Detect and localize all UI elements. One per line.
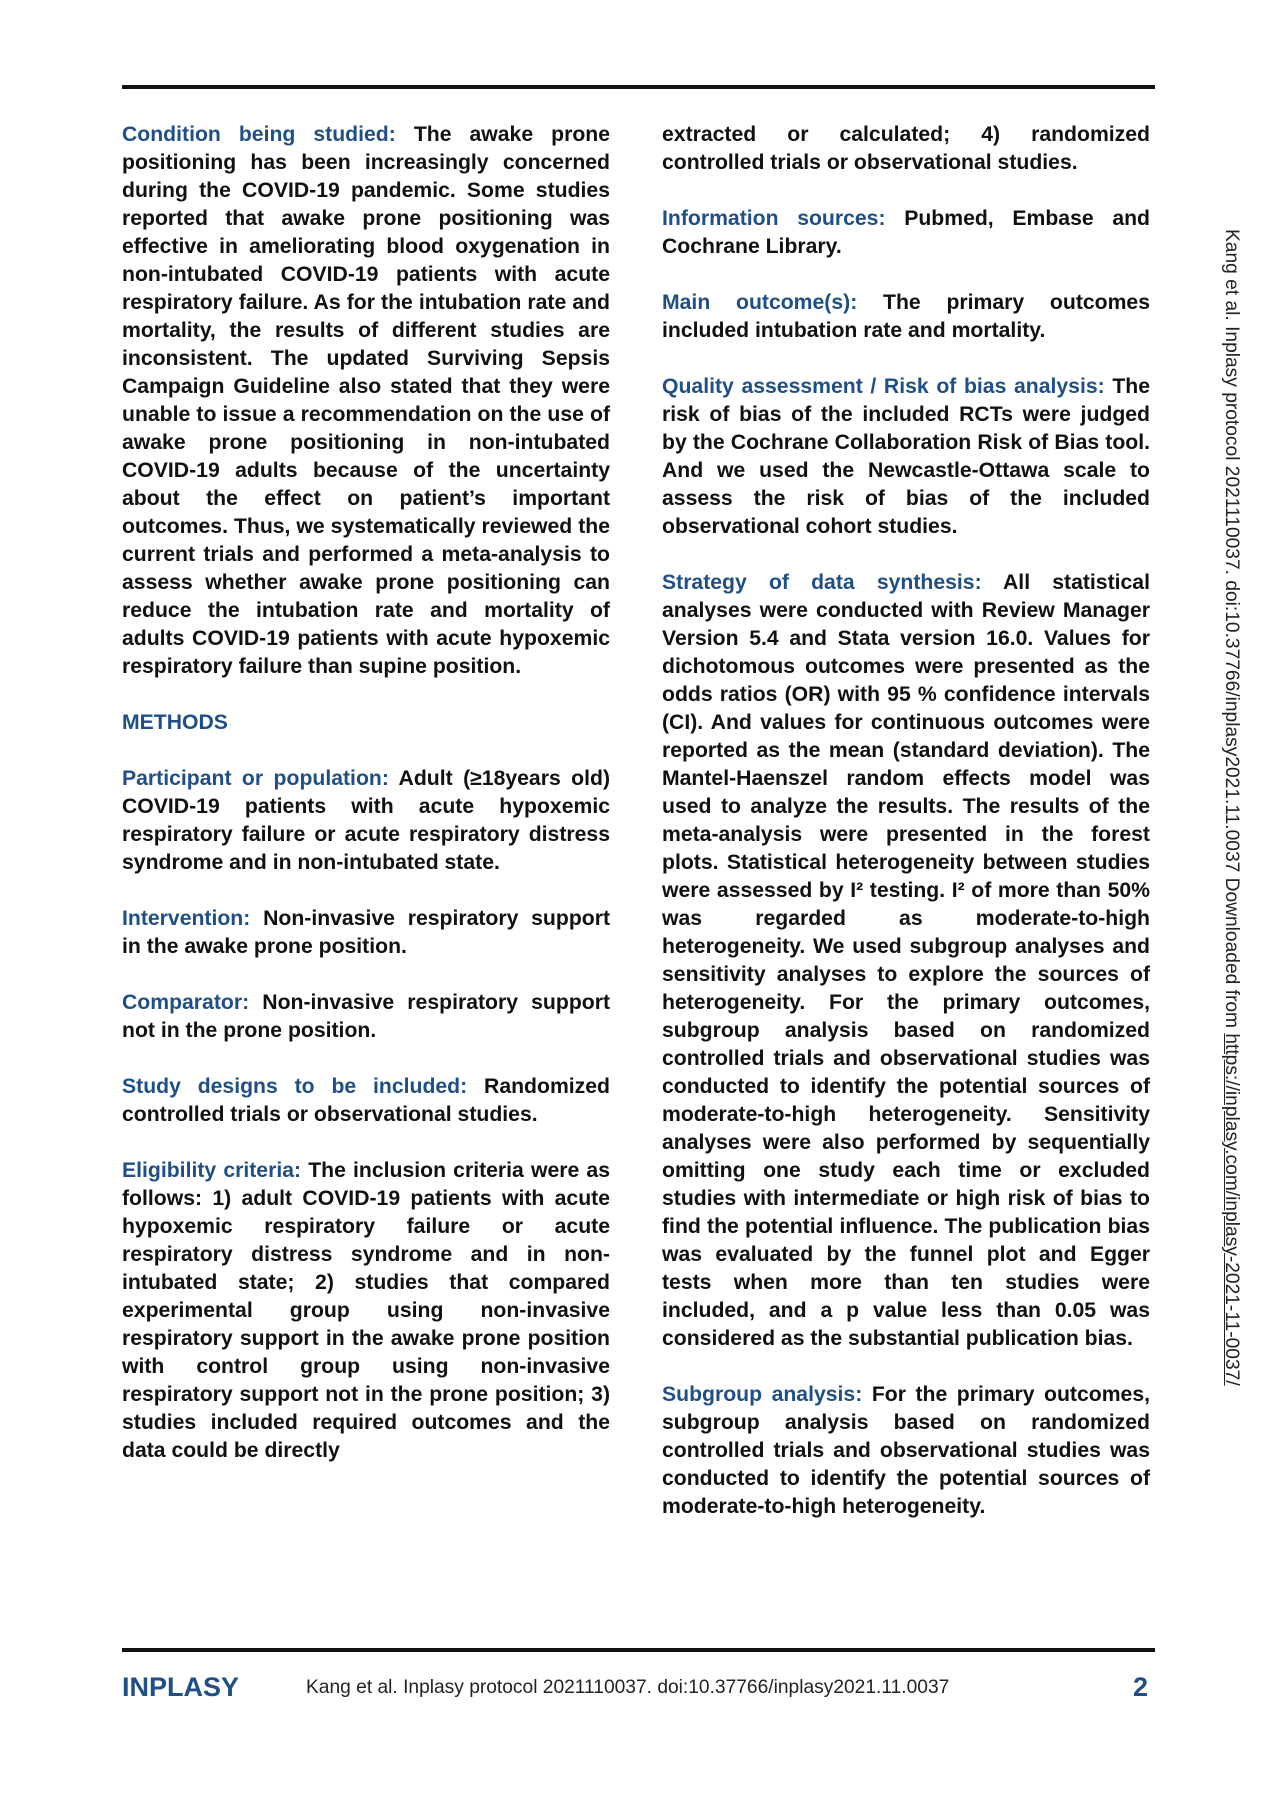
footer-brand: INPLASY <box>122 1672 240 1702</box>
page-number: 2 <box>1133 1672 1149 1702</box>
participant-section <box>122 765 610 877</box>
subgroup-label: Subgroup analysis: <box>662 1383 863 1406</box>
main-outcomes-text: The primary outcomes included intubation rate and mortality. <box>662 291 1151 342</box>
quality-assessment-section <box>662 373 1150 541</box>
information-sources-section <box>662 205 1150 261</box>
comparator-text: Non-invasive respiratory support not in the prone position. <box>122 991 611 1042</box>
data-synthesis-section <box>662 569 1150 1353</box>
eligibility-text: The inclusion criteria were as follows: 1) adult COVID-19 patients with acute hypoxemic respiratory failure or acute respiratory distress syndrome and in non-intubated state; 2) studies that compared experimental group using non-invasive respiratory support in the awake prone position with control group using non-invasive respiratory support not in the prone position; 3) studies included required outcomes and the data could be directly <box>122 1159 610 1462</box>
right-column <box>662 121 1150 1549</box>
condition-label: Condition being studied: <box>122 123 396 146</box>
participant-text: Adult (≥18years old) COVID-19 patients with acute hypoxemic respiratory failure or acute respiratory distress syndrome and in non-intubated state. <box>122 767 611 874</box>
data-synthesis-text: All statistical analyses were conducted with Review Manager Version 5.4 and Stata version 16.0. Values for dichotomous outcomes were presented as the odds ratios (OR) with 95 % confidence intervals (CI). And values for continuous outcomes were reported as the mean (standard deviation). The Mantel-Haenszel random effects model was used to analyze the results. The results of the meta-analysis were presented in the forest plots. Statistical heterogeneity between studies were assessed by I² testing. I² of more than 50% was regarded as moderate-to-high heterogeneity. We used subgroup analyses and sensitivity analyses to explore the sources of heterogeneity. For the primary outcomes, subgroup analysis based on randomized controlled trials and observational studies was conducted to identify the potential sources of moderate-to-high heterogeneity. Sensitivity analyses were also performed by sequentially omitting one study each time or excluded studies with intermediate or high risk of bias to find the potential influence. The publication bias was evaluated by the funnel plot and Egger tests when more than ten studies were included, and a p value less than 0.05 was considered as the substantial publication bias. <box>662 571 1150 1350</box>
eligibility-label: Eligibility criteria: <box>122 1159 302 1182</box>
footer-citation: Kang et al. Inplasy protocol 2021110037. doi:10.37766/inplasy2021.11.0037 <box>306 1677 950 1698</box>
quality-assessment-text: The risk of bias of the included RCTs were judged by the Cochrane Collaboration Risk of Bias tool. And we used the Newcastle-Ottawa scale to assess the risk of bias of the included observational cohort studies. <box>662 375 1150 538</box>
side-note-text: Kang et al. Inplasy protocol 2021110037. doi:10.37766/inplasy2021.11.0037 Downloaded from <box>1221 229 1242 1034</box>
side-note-link[interactable]: https://inplasy.com/inplasy-2021-11-0037/ <box>1221 1033 1242 1386</box>
study-designs-label: Study designs to be included: <box>122 1075 468 1098</box>
main-outcomes-section <box>662 289 1150 345</box>
eligibility-continued: extracted or calculated; 4) randomized controlled trials or observational studies. <box>662 123 1150 174</box>
quality-assessment-label: Quality assessment / Risk of bias analysis: <box>662 375 1105 398</box>
intervention-label: Intervention: <box>122 907 251 930</box>
main-outcomes-label: Main outcome(s): <box>662 291 858 314</box>
data-synthesis-label: Strategy of data synthesis: <box>662 571 982 594</box>
condition-text: The awake prone positioning has been increasingly concerned during the COVID-19 pandemic. Some studies reported that awake prone positioning was effective in ameliorating blood oxygenation in non-intubated COVID-19 patients with acute respiratory failure. As for the intubation rate and mortality, the results of different studies are inconsistent. The updated Surviving Sepsis Campaign Guideline also stated that they were unable to issue a recommendation on the use of awake prone positioning in non-intubated COVID-19 adults because of the uncertainty about the effect on patient’s important outcomes. Thus, we systematically reviewed the current trials and performed a meta-analysis to assess whether awake prone positioning can reduce the intubation rate and mortality of adults COVID-19 patients with acute hypoxemic respiratory failure than supine position. <box>122 123 610 678</box>
study-designs-section <box>122 1073 610 1129</box>
information-sources-label: Information sources: <box>662 207 886 230</box>
participant-label: Participant or population: <box>122 767 389 790</box>
comparator-label: Comparator: <box>122 991 250 1014</box>
condition-section <box>122 121 610 681</box>
subgroup-text: For the primary outcomes, subgroup analysis based on randomized controlled trials and observational studies was conducted to identify the potential sources of moderate-to-high heterogeneity. <box>662 1383 1151 1518</box>
subgroup-section <box>662 1381 1150 1521</box>
download-side-note <box>1218 229 1244 1579</box>
left-column <box>122 121 610 1493</box>
comparator-section <box>122 989 610 1045</box>
intervention-text: Non-invasive respiratory support in the awake prone position. <box>122 907 611 958</box>
bottom-rule <box>122 1648 1155 1652</box>
information-sources-text: Pubmed, Embase and Cochrane Library. <box>662 207 1150 258</box>
top-rule <box>122 85 1155 89</box>
intervention-section <box>122 905 610 961</box>
methods-heading: METHODS <box>122 711 228 734</box>
eligibility-section <box>122 1157 610 1465</box>
study-designs-text: Randomized controlled trials or observational studies. <box>122 1075 610 1126</box>
